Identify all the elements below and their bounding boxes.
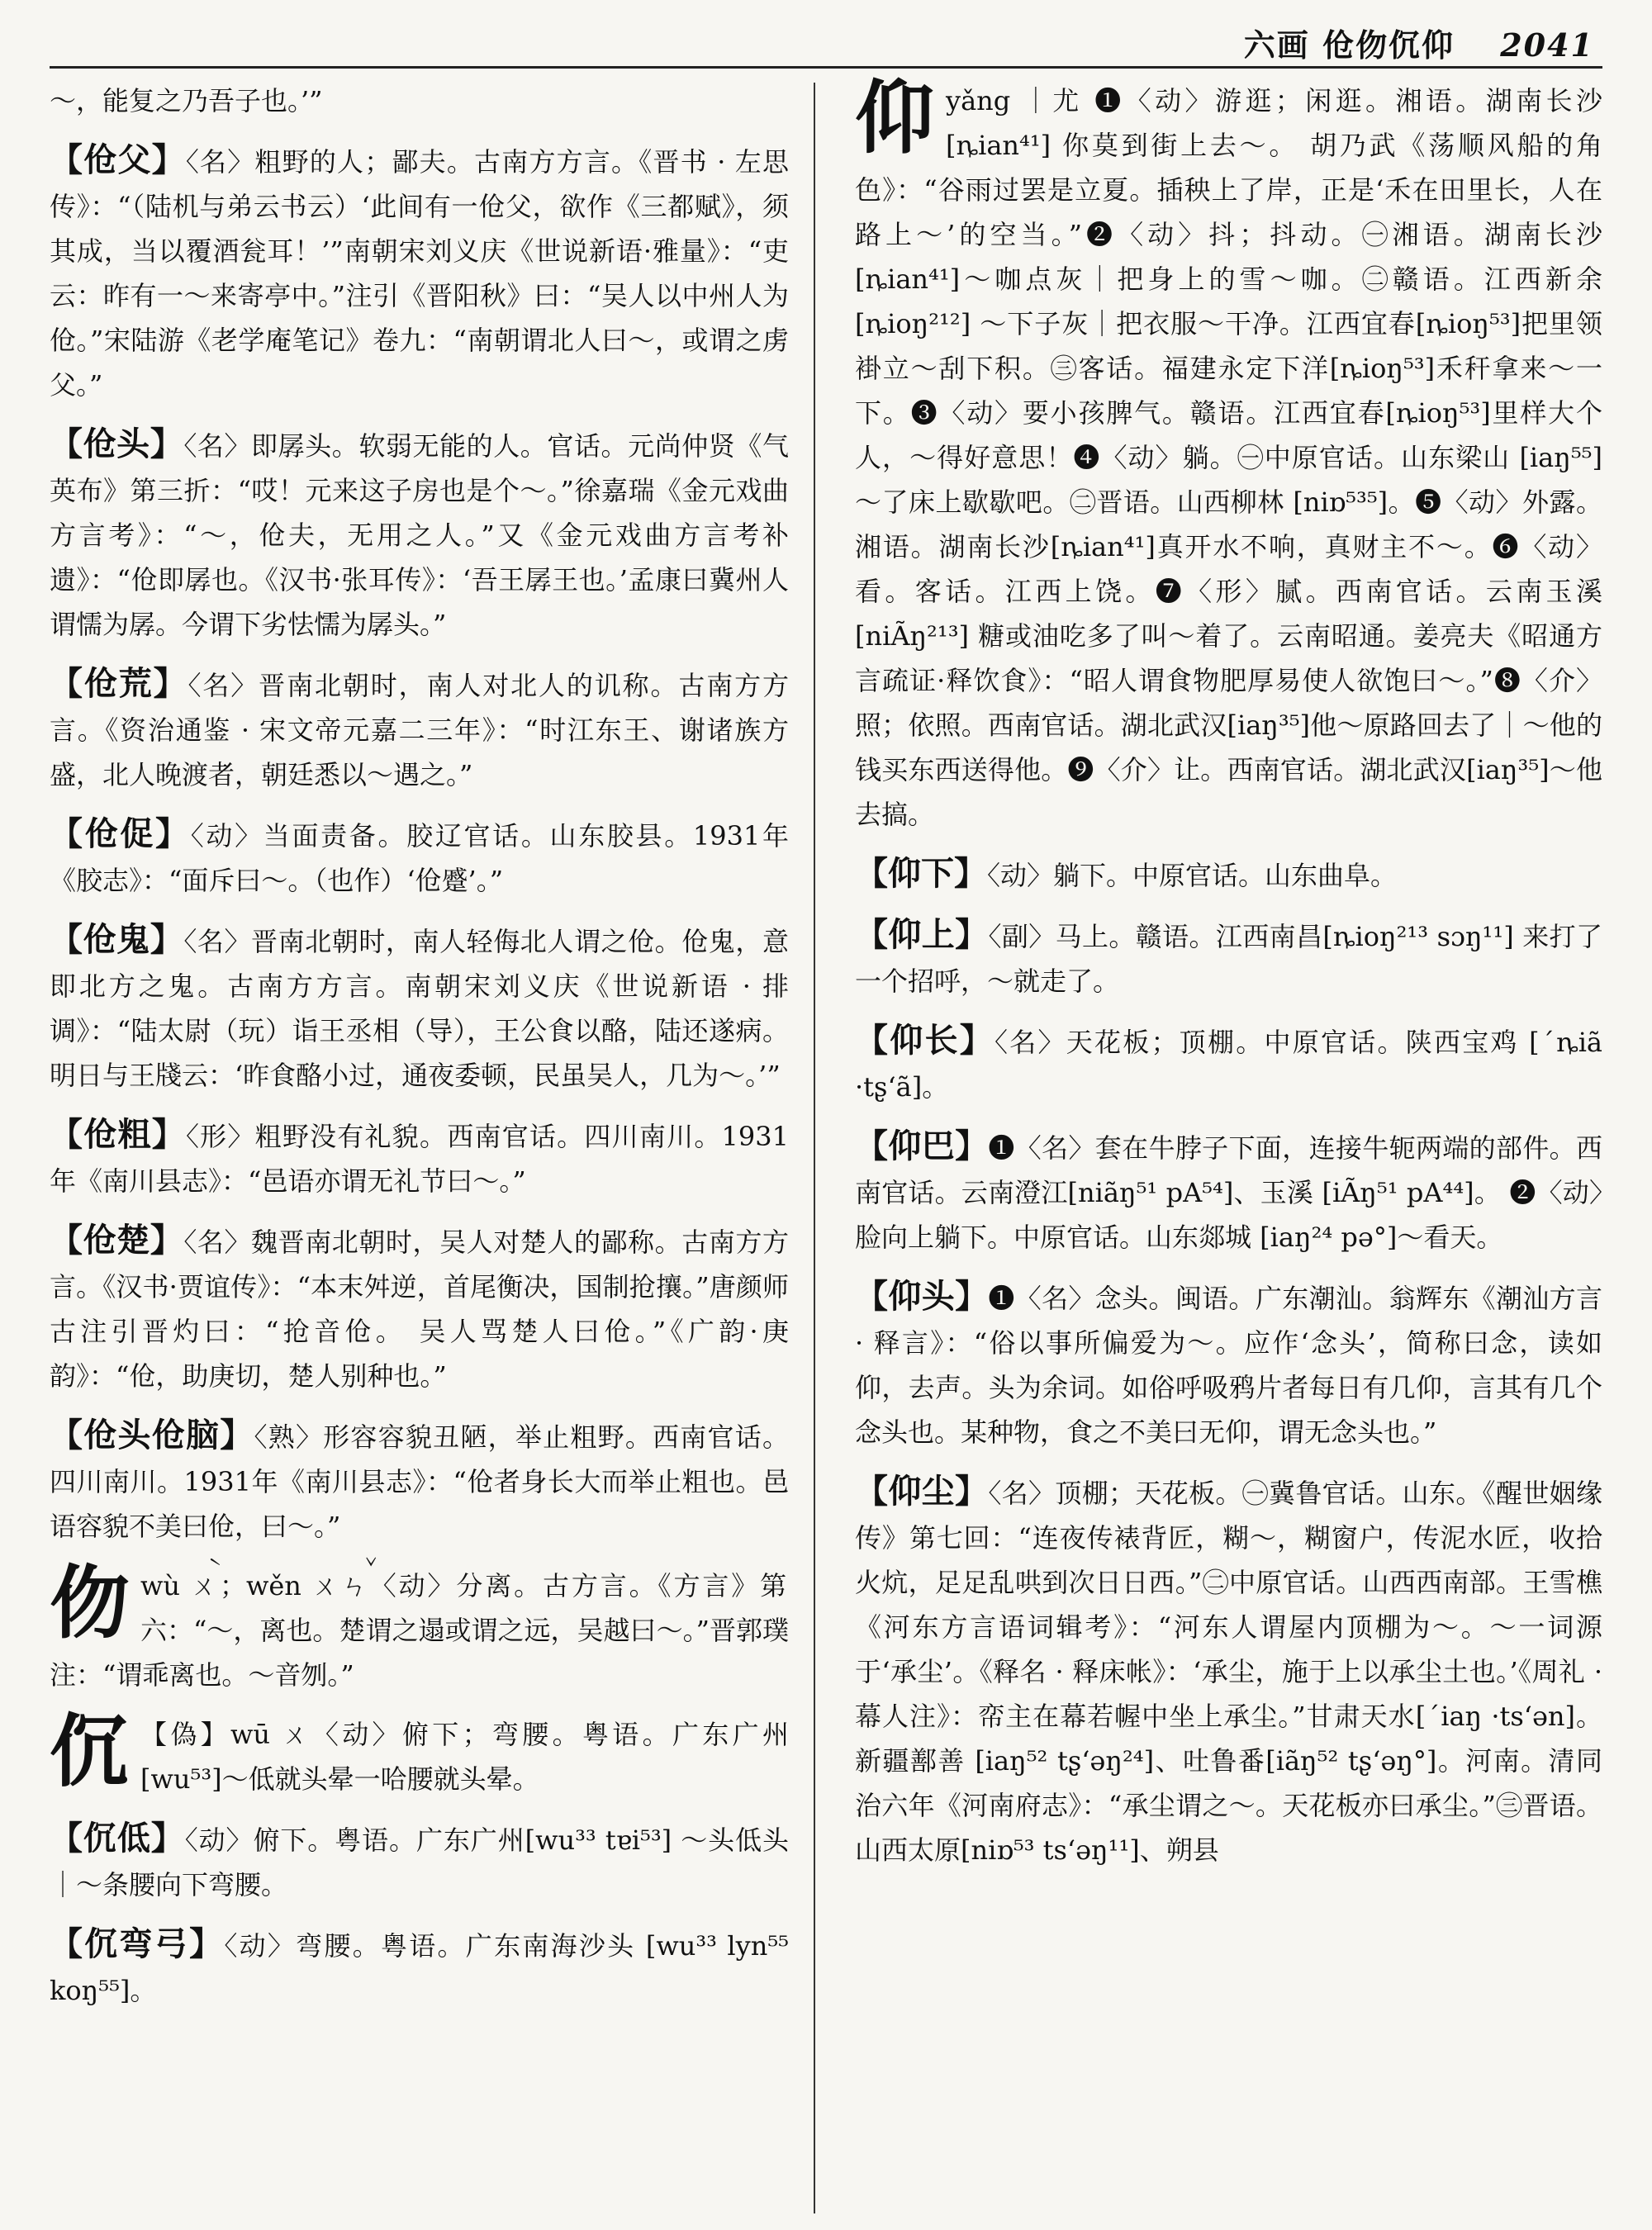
entry-headword: 【伔低】 — [50, 1819, 185, 1858]
dictionary-entry — [855, 913, 1602, 1004]
entry-headword: 【伧楚】 — [50, 1221, 184, 1260]
entry-headword: 【仰尘】 — [855, 1472, 989, 1511]
dictionary-entry — [855, 1124, 1602, 1260]
running-head — [1244, 20, 1594, 65]
entry-text: ❶〈名〉套在牛脖子下面，连接牛轭两端的部件。西南官话。云南澄江[niãŋ⁵¹ pA⁵⁴]、玉溪 [iÃŋ⁵¹ pA⁴⁴]。 ❷〈动〉脸向上躺下。中原官话。山东郯城 [iaŋ²⁴ pə°]～看天。 — [855, 1132, 1603, 1253]
page-number: 2041 — [1500, 26, 1594, 64]
entry-text: 〈副〉马上。赣语。江西南昌[ȵioŋ²¹³ sɔŋ¹¹] 来打了一个招呼，～就走了。 — [855, 921, 1602, 997]
entry-headword: 【伧荒】 — [50, 664, 188, 703]
head-character: 仰 — [855, 71, 934, 164]
entry-headword: 【伧头】 — [50, 425, 184, 463]
dictionary-entry — [50, 1413, 789, 1549]
entry-text: 〈形〉粗野没有礼貌。西南官话。四川南川。1931年《南川县志》：“邑语亦谓无礼节曰～。” — [50, 1121, 789, 1197]
character-entry — [50, 1556, 789, 1697]
dictionary-entry — [855, 1469, 1602, 1872]
entry-headword: 【伔弯弓】 — [50, 1924, 225, 1963]
dictionary-entry — [855, 1274, 1602, 1454]
entry-text: 〈熟〉形容容貌丑陋，举止粗野。西南官话。四川南川。1931年《南川县志》：“伧者身长大而举止粗也。邑语容貌不美曰伧，曰～。” — [50, 1421, 790, 1542]
entry-text: ❶〈名〉念头。闽语。广东潮汕。翁辉东《潮汕方言 · 释言》：“俗以事所偏爱为～。应作‘念头’，简称曰念，读如仰，去声。头为余词。如俗呼吸鸦片者每日有几仰，言其有几个念头也。某种物，食之不美曰无仰，谓无念头也。” — [855, 1283, 1603, 1448]
entry-headword: 【伧粗】 — [50, 1115, 186, 1154]
entry-text: 〈动〉俯下。粤语。广东广州[wu³³ tɐi⁵³] ～头低头｜～条腰向下弯腰。 — [50, 1824, 790, 1900]
entry-headword: 【伧促】 — [50, 814, 191, 853]
entry-text: 〈名〉晋南北朝时，南人轻侮北人谓之伧。伧鬼，意即北方之鬼。古南方方言。南朝宋刘义庆《世说新语 · 排调》：“陆太尉（玩）诣王丞相（导），王公食以酪，陆还遂病。明日与王牋云：‘昨食酪小过，通夜委顿，民虽吴人，几为～。’” — [50, 926, 789, 1091]
entry-headword: 【伧头伧脑】 — [50, 1416, 254, 1454]
page-header — [50, 17, 1602, 69]
dictionary-entry — [855, 852, 1602, 898]
section-label: 六画 — [1243, 26, 1310, 64]
dictionary-entry — [50, 812, 789, 903]
right-column — [855, 71, 1603, 1887]
left-column — [50, 78, 789, 2028]
entry-headword: 【仰头】 — [855, 1277, 989, 1316]
character-entry — [50, 1705, 789, 1801]
character-entry-text: yǎng ｜尤 ❶〈动〉游逛；闲逛。湘语。湖南长沙[ȵian⁴¹] 你莫到街上去～。 胡乃武《荡顺风船的角色》：“谷雨过罢是立夏。插秧上了岸，正是‘禾在田里长，人在路上～’的空当。”❷〈动〉抖；抖动。㊀湘语。湖南长沙[ȵian⁴¹]～咖点灰｜把身上的雪～咖。㊁赣语。江西新余[ȵioŋ²¹²] ～下子灰｜把衣服～干净。江西宜春[ȵioŋ⁵³]把里领褂立～刮下积。㊂客话。福建永定下洋[ȵioŋ⁵³]禾秆拿来～一下。❸〈动〉要小孩脾气。赣语。江西宜春[ȵioŋ⁵³]里样大个人，～得好意思！❹〈动〉躺。㊀中原官话。山东梁山 [iaŋ⁵⁵] ～了床上歇歇吧。㊁晋语。山西柳林 [niɒ⁵³⁵]。❺〈动〉外露。湘语。湖南长沙[ȵian⁴¹]真开水不响，真财主不～。❻〈动〉看。客话。江西上饶。❼〈形〉腻。西南官话。云南玉溪[niÃŋ²¹³] 糖或油吃多了叫～着了。云南昭通。姜亮夫《昭通方言疏证·释饮食》：“昭人谓食物肥厚易使人欲饱曰～。”❽〈介〉照；依照。西南官话。湖北武汉[iaŋ³⁵]他～原路回去了｜～他的钱买东西送得他。❾〈介〉让。西南官话。湖北武汉[iaŋ³⁵]～他去搞。 — [855, 85, 1602, 830]
dictionary-entry — [50, 1113, 789, 1203]
dictionary-entry — [50, 1218, 789, 1398]
entry-headword: 【仰巴】 — [855, 1127, 989, 1165]
entry-text: 〈名〉粗野的人；鄙夫。古南方方言。《晋书 · 左思传》：“（陆机与弟云书云）‘此间有一伧父，欲作《三都赋》，须其成，当以覆酒瓮耳！’”南朝宋刘义庆《世说新语·雅量》：“吏云：昨有一～来寄亭中。”注引《晋阳秋》曰：“吴人以中州人为伧。”宋陆游《老学庵笔记》卷九：“南朝谓北人曰～，或谓之虏父。” — [50, 146, 789, 401]
dictionary-entry — [50, 1816, 789, 1907]
continuation-text: ～，能复之乃吾子也。’” — [50, 85, 323, 116]
head-character: 伔 — [50, 1705, 129, 1798]
header-characters: 伧伆伔仰 — [1322, 26, 1455, 64]
dictionary-entry — [855, 1018, 1602, 1109]
entry-text: 〈名〉即孱头。软弱无能的人。官话。元尚仲贤《气英布》第三折：“哎！元来这子房也是个～。”徐嘉瑞《金元戏曲方言考》：“～，伧夫，无用之人。”又《金元戏曲方言考补遗》：“伧即孱也。《汉书·张耳传》：‘吾王孱王也。’孟康曰冀州人谓懦为孱。今谓下劣怯懦为孱头。” — [50, 430, 789, 640]
character-entry-text: wù ㄨ̀；wěn ㄨㄣ̌〈动〉分离。古方言。《方言》第六：“～，离也。楚谓之遢或谓之远，吴越曰～。”晋郭璞注：“谓乖离也。～音刎。” — [50, 1570, 789, 1691]
entry-text: 〈名〉魏晋南北朝时，吴人对楚人的鄙称。古南方方言。《汉书·贾谊传》：“本末舛逆，首尾衡决，国制抢攘。”唐颜师古注引晋灼曰：“抢音伧。 吴人骂楚人曰伧。”《广韵·庚韵》：“伧，助庚切，楚人别种也。” — [50, 1226, 789, 1392]
dictionary-entry — [50, 918, 789, 1098]
dictionary-entry — [50, 422, 789, 647]
entry-headword: 【仰长】 — [855, 1021, 995, 1060]
entry-text: 〈动〉躺下。中原官话。山东曲阜。 — [987, 860, 1398, 891]
entry-text: 〈动〉弯腰。粤语。广东南海沙头 [wu³³ lyn⁵⁵ koŋ⁵⁵]。 — [50, 1930, 790, 2006]
entry-text: 〈动〉当面责备。胶辽官话。山东胶县。1931年《胶志》：“面斥曰～。（也作）‘伧蹙’。” — [50, 820, 790, 896]
character-entry — [855, 71, 1602, 837]
entry-headword: 【仰上】 — [855, 915, 989, 954]
head-character: 伆 — [50, 1556, 129, 1649]
entry-text: 〈名〉天花板；顶棚。中原官话。陕西宝鸡 [ˊȵiã ·tʂʻã]。 — [855, 1027, 1602, 1103]
entry-headword: 【伧父】 — [50, 140, 186, 179]
entry-headword: 【伧鬼】 — [50, 920, 184, 959]
entry-text: 〈名〉顶棚；天花板。㊀冀鲁官话。山东。《醒世姻缘传》第七回：“连夜传裱背匠，糊～，糊窗户，传泥水匠，收拾火炕，足足乱哄到次日日西。”㊁中原官话。山西西南部。王雪樵《河东方言语词辑考》：“河东人谓屋内顶棚为～。～一词源于‘承尘’。《释名 · 释床帐》：‘承尘，施于上以承尘土也。’《周礼 · 幕人注》：帟主在幕若幄中坐上承尘。”甘肃天水[ˊiaŋ ·tsʻən]。新疆鄯善 [iaŋ⁵² tʂʻəŋ²⁴]、吐鲁番[iãŋ⁵² tʂʻəŋ°]。河南。清同治六年《河南府志》：“承尘谓之～。天花板亦曰承尘。”㊂晋语。山西太原[niɒ⁵³ tsʻəŋ¹¹]、朔县 — [855, 1478, 1603, 1866]
entry-headword: 【仰下】 — [855, 854, 987, 893]
entry-text: 〈名〉晋南北朝时，南人对北人的讥称。古南方方言。《资治通鉴 · 宋文帝元嘉二三年》：“时江东王、谢诸族方盛，北人晚渡者，朝廷悉以～遇之。” — [50, 670, 790, 790]
dictionary-entry — [50, 138, 789, 407]
dictionary-entry — [50, 1922, 789, 2013]
dictionary-entry — [50, 662, 789, 797]
character-entry-text: 【偽】wū ㄨ〈动〉俯下；弯腰。粤语。广东广州[wu⁵³]～低就头晕一哈腰就头晕。 — [140, 1719, 789, 1795]
column-divider — [814, 83, 815, 2213]
